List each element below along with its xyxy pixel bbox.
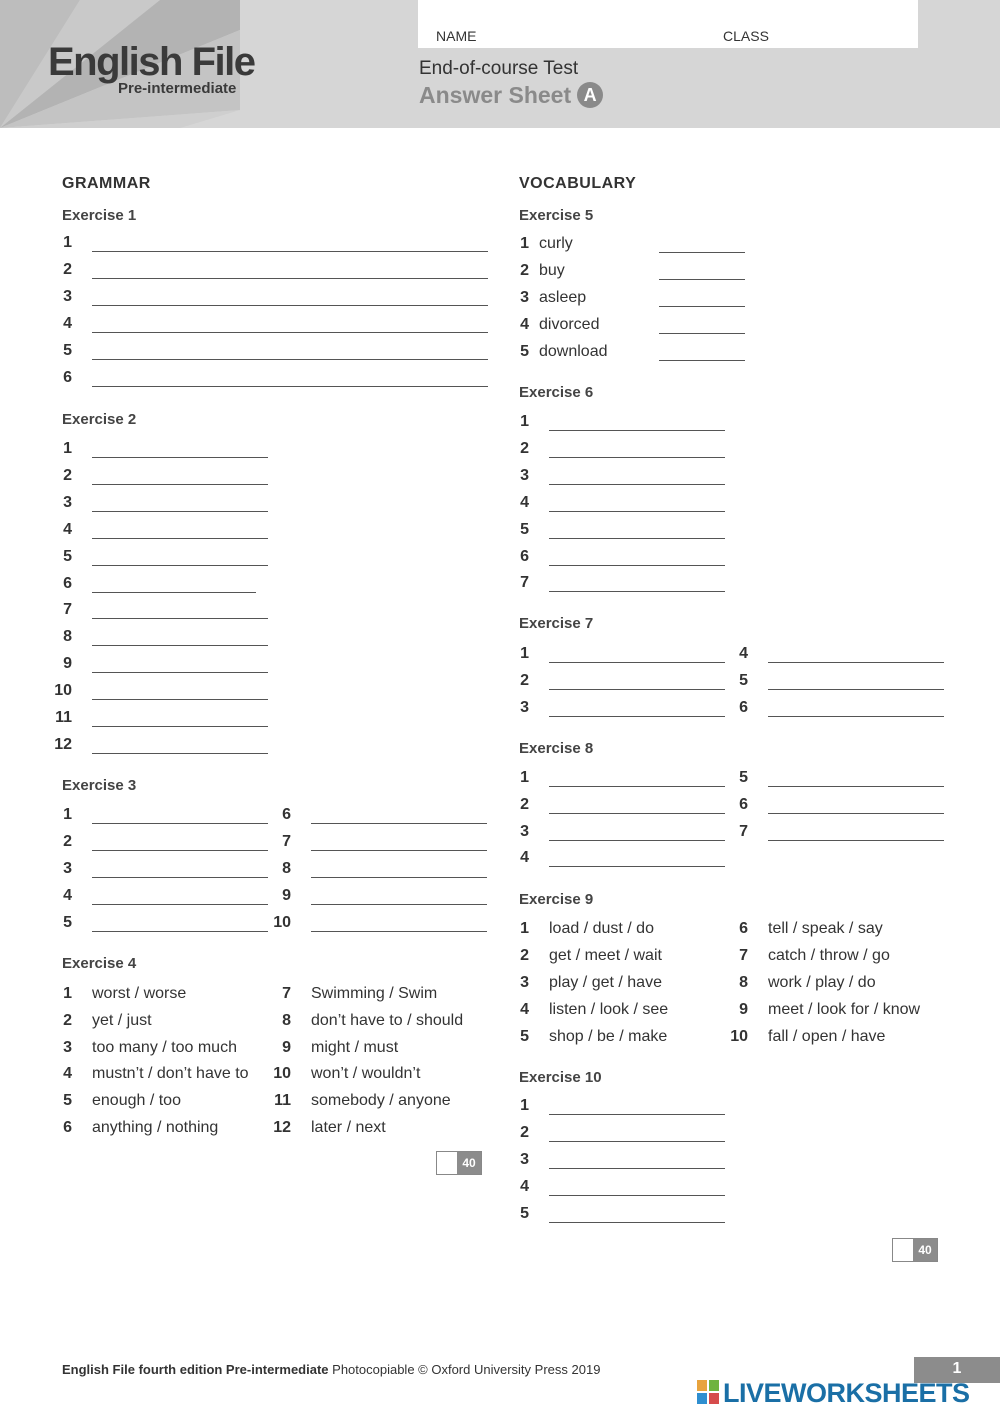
ex9-item-options[interactable]: play / get / have — [549, 974, 662, 991]
ex8-item-number: 6 — [739, 795, 748, 813]
ex6-item-answer-line[interactable] — [549, 457, 725, 458]
ex4-item-number: 12 — [273, 1119, 291, 1136]
ex9-item-number: 2 — [520, 947, 529, 964]
ex2-item-number: 5 — [63, 547, 72, 565]
ex2-item-answer-line[interactable] — [92, 672, 268, 673]
ex4-item-number: 4 — [63, 1065, 72, 1083]
ex9-item-number: 1 — [520, 920, 529, 937]
version-badge: A — [577, 82, 603, 108]
ex4-item-options[interactable]: worst / worse — [92, 985, 187, 1002]
ex9-item-options[interactable]: load / dust / do — [549, 920, 654, 937]
ex9-item-options[interactable]: shop / be / make — [549, 1028, 668, 1045]
ex3-item-number: 10 — [273, 914, 291, 931]
ex1-item-number: 5 — [63, 342, 72, 359]
ex8-item-answer-line[interactable] — [768, 840, 944, 841]
ex5-item-answer-line[interactable] — [659, 306, 745, 307]
ex1-item-number: 1 — [63, 234, 72, 251]
ex10-item-answer-line[interactable] — [549, 1195, 725, 1196]
vocabulary-score-total: 40 — [913, 1239, 937, 1261]
logo-subtitle: Pre-intermediate — [118, 80, 237, 97]
logo-title: English File — [48, 40, 255, 84]
ex1-item-answer-line[interactable] — [92, 251, 488, 252]
ex2-item-number: 10 — [54, 682, 72, 700]
exercise-4-title: Exercise 4 — [62, 955, 137, 972]
ex10-item-number: 1 — [520, 1097, 529, 1114]
ex9-item-options[interactable]: tell / speak / say — [768, 920, 883, 937]
ex8-item-number: 5 — [739, 769, 748, 786]
test-title: End-of-course Test — [419, 58, 579, 79]
ex6-item-answer-line[interactable] — [549, 591, 725, 592]
ex5-item-answer-line[interactable] — [659, 333, 745, 334]
name-label: NAME — [436, 28, 477, 44]
ex2-item-number: 3 — [63, 493, 72, 511]
ex4-item-number: 8 — [282, 1011, 291, 1029]
ex5-item-number: 5 — [520, 343, 529, 360]
grammar-title: GRAMMAR — [62, 175, 151, 192]
ex3-item-answer-line[interactable] — [92, 877, 268, 878]
ex7-item-answer-line[interactable] — [549, 716, 725, 717]
ex8-item-number: 3 — [520, 822, 529, 840]
ex2-item-number: 7 — [63, 601, 72, 619]
ex3-item-number: 9 — [282, 887, 291, 904]
ex1-item-number: 2 — [63, 261, 72, 278]
ex4-item-number: 5 — [63, 1092, 72, 1110]
exercise-8-title: Exercise 8 — [519, 740, 594, 757]
ex10-item-number: 5 — [520, 1205, 529, 1222]
ex4-item-number: 1 — [63, 985, 72, 1002]
exercise-10-title: Exercise 10 — [519, 1069, 602, 1086]
ex4-item-number: 2 — [63, 1011, 72, 1029]
ex5-item-word: divorced — [539, 316, 600, 333]
ex7-item-number: 4 — [739, 645, 748, 662]
ex8-item-answer-line[interactable] — [549, 813, 725, 814]
name-class-box — [418, 0, 918, 48]
ex6-item-number: 6 — [520, 547, 529, 565]
ex4-item-number: 7 — [282, 985, 291, 1002]
ex6-item-number: 3 — [520, 466, 529, 484]
page-number: 1 — [914, 1357, 1000, 1383]
footer-book-title: English File fourth edition Pre-intermediate — [62, 1362, 329, 1377]
ex9-item-number: 10 — [730, 1028, 748, 1045]
ex4-item-options[interactable]: mustn’t / don’t have to — [92, 1065, 249, 1083]
ex3-item-number: 6 — [282, 806, 291, 823]
ex4-item-number: 11 — [274, 1092, 291, 1110]
ex2-item-answer-line[interactable] — [92, 699, 268, 700]
ex4-item-options[interactable]: later / next — [311, 1119, 386, 1136]
ex4-item-number: 9 — [282, 1038, 291, 1056]
ex2-item-number: 9 — [63, 655, 72, 673]
ex6-item-answer-line[interactable] — [549, 484, 725, 485]
ex2-item-answer-line[interactable] — [92, 538, 268, 539]
ex5-item-answer-line[interactable] — [659, 279, 745, 280]
ex4-item-options[interactable]: enough / too — [92, 1092, 181, 1110]
ex3-item-number: 2 — [63, 833, 72, 850]
ex9-item-options[interactable]: get / meet / wait — [549, 947, 662, 964]
ex2-item-number: 1 — [63, 440, 72, 457]
ex10-item-number: 2 — [520, 1124, 529, 1141]
ex3-item-answer-line[interactable] — [311, 877, 487, 878]
ex8-item-number: 2 — [520, 795, 529, 813]
exercise-5-title: Exercise 5 — [519, 207, 594, 224]
footer-text — [62, 1362, 600, 1377]
ex6-item-number: 7 — [520, 574, 529, 592]
grammar-score-box — [436, 1151, 482, 1175]
ex9-item-number: 5 — [520, 1028, 529, 1045]
logo — [48, 40, 254, 97]
ex5-item-answer-line[interactable] — [659, 360, 745, 361]
ex1-item-answer-line[interactable] — [92, 305, 488, 306]
header-band — [0, 0, 1000, 128]
ex2-item-answer-line[interactable] — [92, 645, 268, 646]
ex5-item-answer-line[interactable] — [659, 252, 745, 253]
ex2-item-answer-line[interactable] — [92, 457, 268, 458]
ex8-item-number: 1 — [520, 769, 529, 786]
ex7-item-number: 6 — [739, 699, 748, 716]
ex3-item-answer-line[interactable] — [92, 850, 268, 851]
ex2-item-number: 12 — [54, 735, 72, 753]
ex3-item-answer-line[interactable] — [92, 904, 268, 905]
footer-copyright: Photocopiable © Oxford University Press 2019 — [332, 1362, 601, 1377]
ex5-item-word: buy — [539, 262, 565, 279]
ex2-item-answer-line[interactable] — [92, 592, 170, 593]
ex7-item-answer-line[interactable] — [768, 716, 944, 717]
ex6-item-answer-line[interactable] — [549, 511, 725, 512]
ex3-item-number: 7 — [282, 833, 291, 850]
ex8-item-answer-line[interactable] — [549, 866, 725, 867]
grammar-score-input[interactable] — [437, 1152, 457, 1174]
ex8-item-answer-line[interactable] — [549, 786, 725, 787]
ex8-item-number: 4 — [520, 849, 529, 867]
ex2-item-number: 11 — [55, 709, 72, 726]
exercise-7-title: Exercise 7 — [519, 615, 594, 632]
ex2-item-answer-line[interactable] — [168, 592, 256, 593]
ex9-item-number: 9 — [739, 1001, 748, 1018]
ex1-item-answer-line[interactable] — [92, 359, 488, 360]
ex9-item-number: 4 — [520, 1001, 529, 1018]
ex4-item-options[interactable]: anything / nothing — [92, 1119, 219, 1136]
ex8-item-number: 7 — [739, 822, 748, 840]
ex5-item-word: asleep — [539, 289, 587, 306]
ex9-item-number: 6 — [739, 920, 748, 937]
ex3-item-answer-line[interactable] — [311, 823, 487, 824]
ex4-item-options[interactable]: somebody / anyone — [311, 1092, 451, 1110]
ex3-item-number: 3 — [63, 860, 72, 877]
ex4-item-options[interactable]: Swimming / Swim — [311, 985, 438, 1002]
grammar-score-total: 40 — [457, 1152, 481, 1174]
exercise-6-title: Exercise 6 — [519, 384, 594, 401]
ex2-item-number: 8 — [63, 628, 72, 646]
ex6-item-number: 4 — [520, 493, 529, 511]
class-label: CLASS — [723, 28, 769, 44]
exercise-3-title: Exercise 3 — [62, 777, 137, 794]
liveworksheets-icon — [697, 1380, 719, 1404]
ex2-item-number: 2 — [63, 466, 72, 484]
ex2-item-answer-line[interactable] — [92, 618, 268, 619]
ex1-item-answer-line[interactable] — [92, 332, 488, 333]
ex9-item-options[interactable]: catch / throw / go — [768, 947, 890, 964]
ex4-item-number: 3 — [63, 1038, 72, 1056]
ex3-item-number: 5 — [63, 914, 72, 931]
ex1-item-number: 3 — [63, 288, 72, 305]
vocabulary-score-box — [892, 1238, 938, 1262]
sheet-title-row — [419, 82, 603, 109]
ex10-item-answer-line[interactable] — [549, 1222, 725, 1223]
ex3-item-answer-line[interactable] — [92, 931, 268, 932]
ex10-item-answer-line[interactable] — [549, 1114, 725, 1115]
ex7-item-answer-line[interactable] — [768, 689, 944, 690]
ex7-item-number: 1 — [520, 645, 529, 662]
ex10-item-answer-line[interactable] — [549, 1141, 725, 1142]
ex7-item-number: 5 — [739, 672, 748, 689]
ex2-item-answer-line[interactable] — [92, 484, 268, 485]
ex4-item-options[interactable]: too many / too much — [92, 1038, 237, 1056]
ex5-item-number: 4 — [520, 316, 529, 333]
ex2-item-number: 6 — [63, 574, 72, 592]
ex5-item-number: 2 — [520, 262, 529, 279]
ex7-item-answer-line[interactable] — [549, 662, 725, 663]
ex3-item-number: 8 — [282, 860, 291, 877]
ex4-item-options[interactable]: won’t / wouldn’t — [311, 1065, 421, 1083]
ex9-item-options[interactable]: fall / open / have — [768, 1028, 886, 1045]
ex9-item-number: 7 — [739, 947, 748, 964]
ex3-item-answer-line[interactable] — [311, 904, 487, 905]
ex5-item-word: download — [539, 343, 608, 360]
ex1-item-answer-line[interactable] — [92, 278, 488, 279]
ex6-item-answer-line[interactable] — [549, 565, 725, 566]
ex5-item-word: curly — [539, 235, 573, 252]
ex9-item-options[interactable]: work / play / do — [768, 974, 876, 991]
ex7-item-answer-line[interactable] — [549, 689, 725, 690]
ex2-item-answer-line[interactable] — [92, 726, 268, 727]
vocabulary-title: VOCABULARY — [519, 175, 637, 192]
ex7-item-answer-line[interactable] — [768, 662, 944, 663]
ex4-item-options[interactable]: don’t have to / should — [311, 1011, 464, 1029]
ex3-item-answer-line[interactable] — [311, 931, 487, 932]
ex3-item-answer-line[interactable] — [92, 823, 268, 824]
ex3-item-answer-line[interactable] — [311, 850, 487, 851]
ex2-item-number: 4 — [63, 520, 72, 538]
ex6-item-number: 2 — [520, 439, 529, 457]
ex10-item-answer-line[interactable] — [549, 1168, 725, 1169]
sheet-title: Answer Sheet — [419, 82, 572, 108]
ex1-item-number: 4 — [63, 315, 72, 332]
ex6-item-answer-line[interactable] — [549, 430, 725, 431]
ex3-item-number: 1 — [63, 806, 72, 823]
ex6-item-number: 5 — [520, 520, 529, 538]
ex8-item-answer-line[interactable] — [768, 813, 944, 814]
ex9-item-options[interactable]: meet / look for / know — [768, 1001, 921, 1018]
ex4-item-options[interactable]: might / must — [311, 1038, 399, 1056]
ex7-item-number: 3 — [520, 699, 529, 716]
liveworksheets-text: LIVEWORKSHEETS — [723, 1378, 970, 1408]
ex2-item-answer-line[interactable] — [92, 511, 268, 512]
ex4-item-number: 10 — [273, 1065, 291, 1083]
ex2-item-answer-line[interactable] — [92, 753, 268, 754]
ex8-item-answer-line[interactable] — [549, 840, 725, 841]
exercise-9-title: Exercise 9 — [519, 891, 594, 908]
exercise-2-title: Exercise 2 — [62, 411, 137, 428]
ex2-item-answer-line[interactable] — [92, 565, 268, 566]
ex10-item-number: 4 — [520, 1178, 529, 1195]
ex9-item-options[interactable]: listen / look / see — [549, 1001, 669, 1018]
ex9-item-number: 3 — [520, 974, 529, 991]
ex1-item-number: 6 — [63, 369, 72, 386]
ex8-item-answer-line[interactable] — [768, 786, 944, 787]
ex5-item-number: 1 — [520, 235, 529, 252]
ex4-item-number: 6 — [63, 1119, 72, 1136]
ex5-item-number: 3 — [520, 289, 529, 306]
ex9-item-number: 8 — [739, 974, 748, 991]
ex3-item-number: 4 — [63, 887, 72, 904]
ex6-item-answer-line[interactable] — [549, 538, 725, 539]
ex1-item-answer-line[interactable] — [92, 386, 488, 387]
ex7-item-number: 2 — [520, 672, 529, 689]
exercise-1-title: Exercise 1 — [62, 207, 137, 224]
ex4-item-options[interactable]: yet / just — [92, 1011, 152, 1029]
ex6-item-number: 1 — [520, 413, 529, 430]
vocabulary-score-input[interactable] — [893, 1239, 913, 1261]
ex10-item-number: 3 — [520, 1151, 529, 1168]
